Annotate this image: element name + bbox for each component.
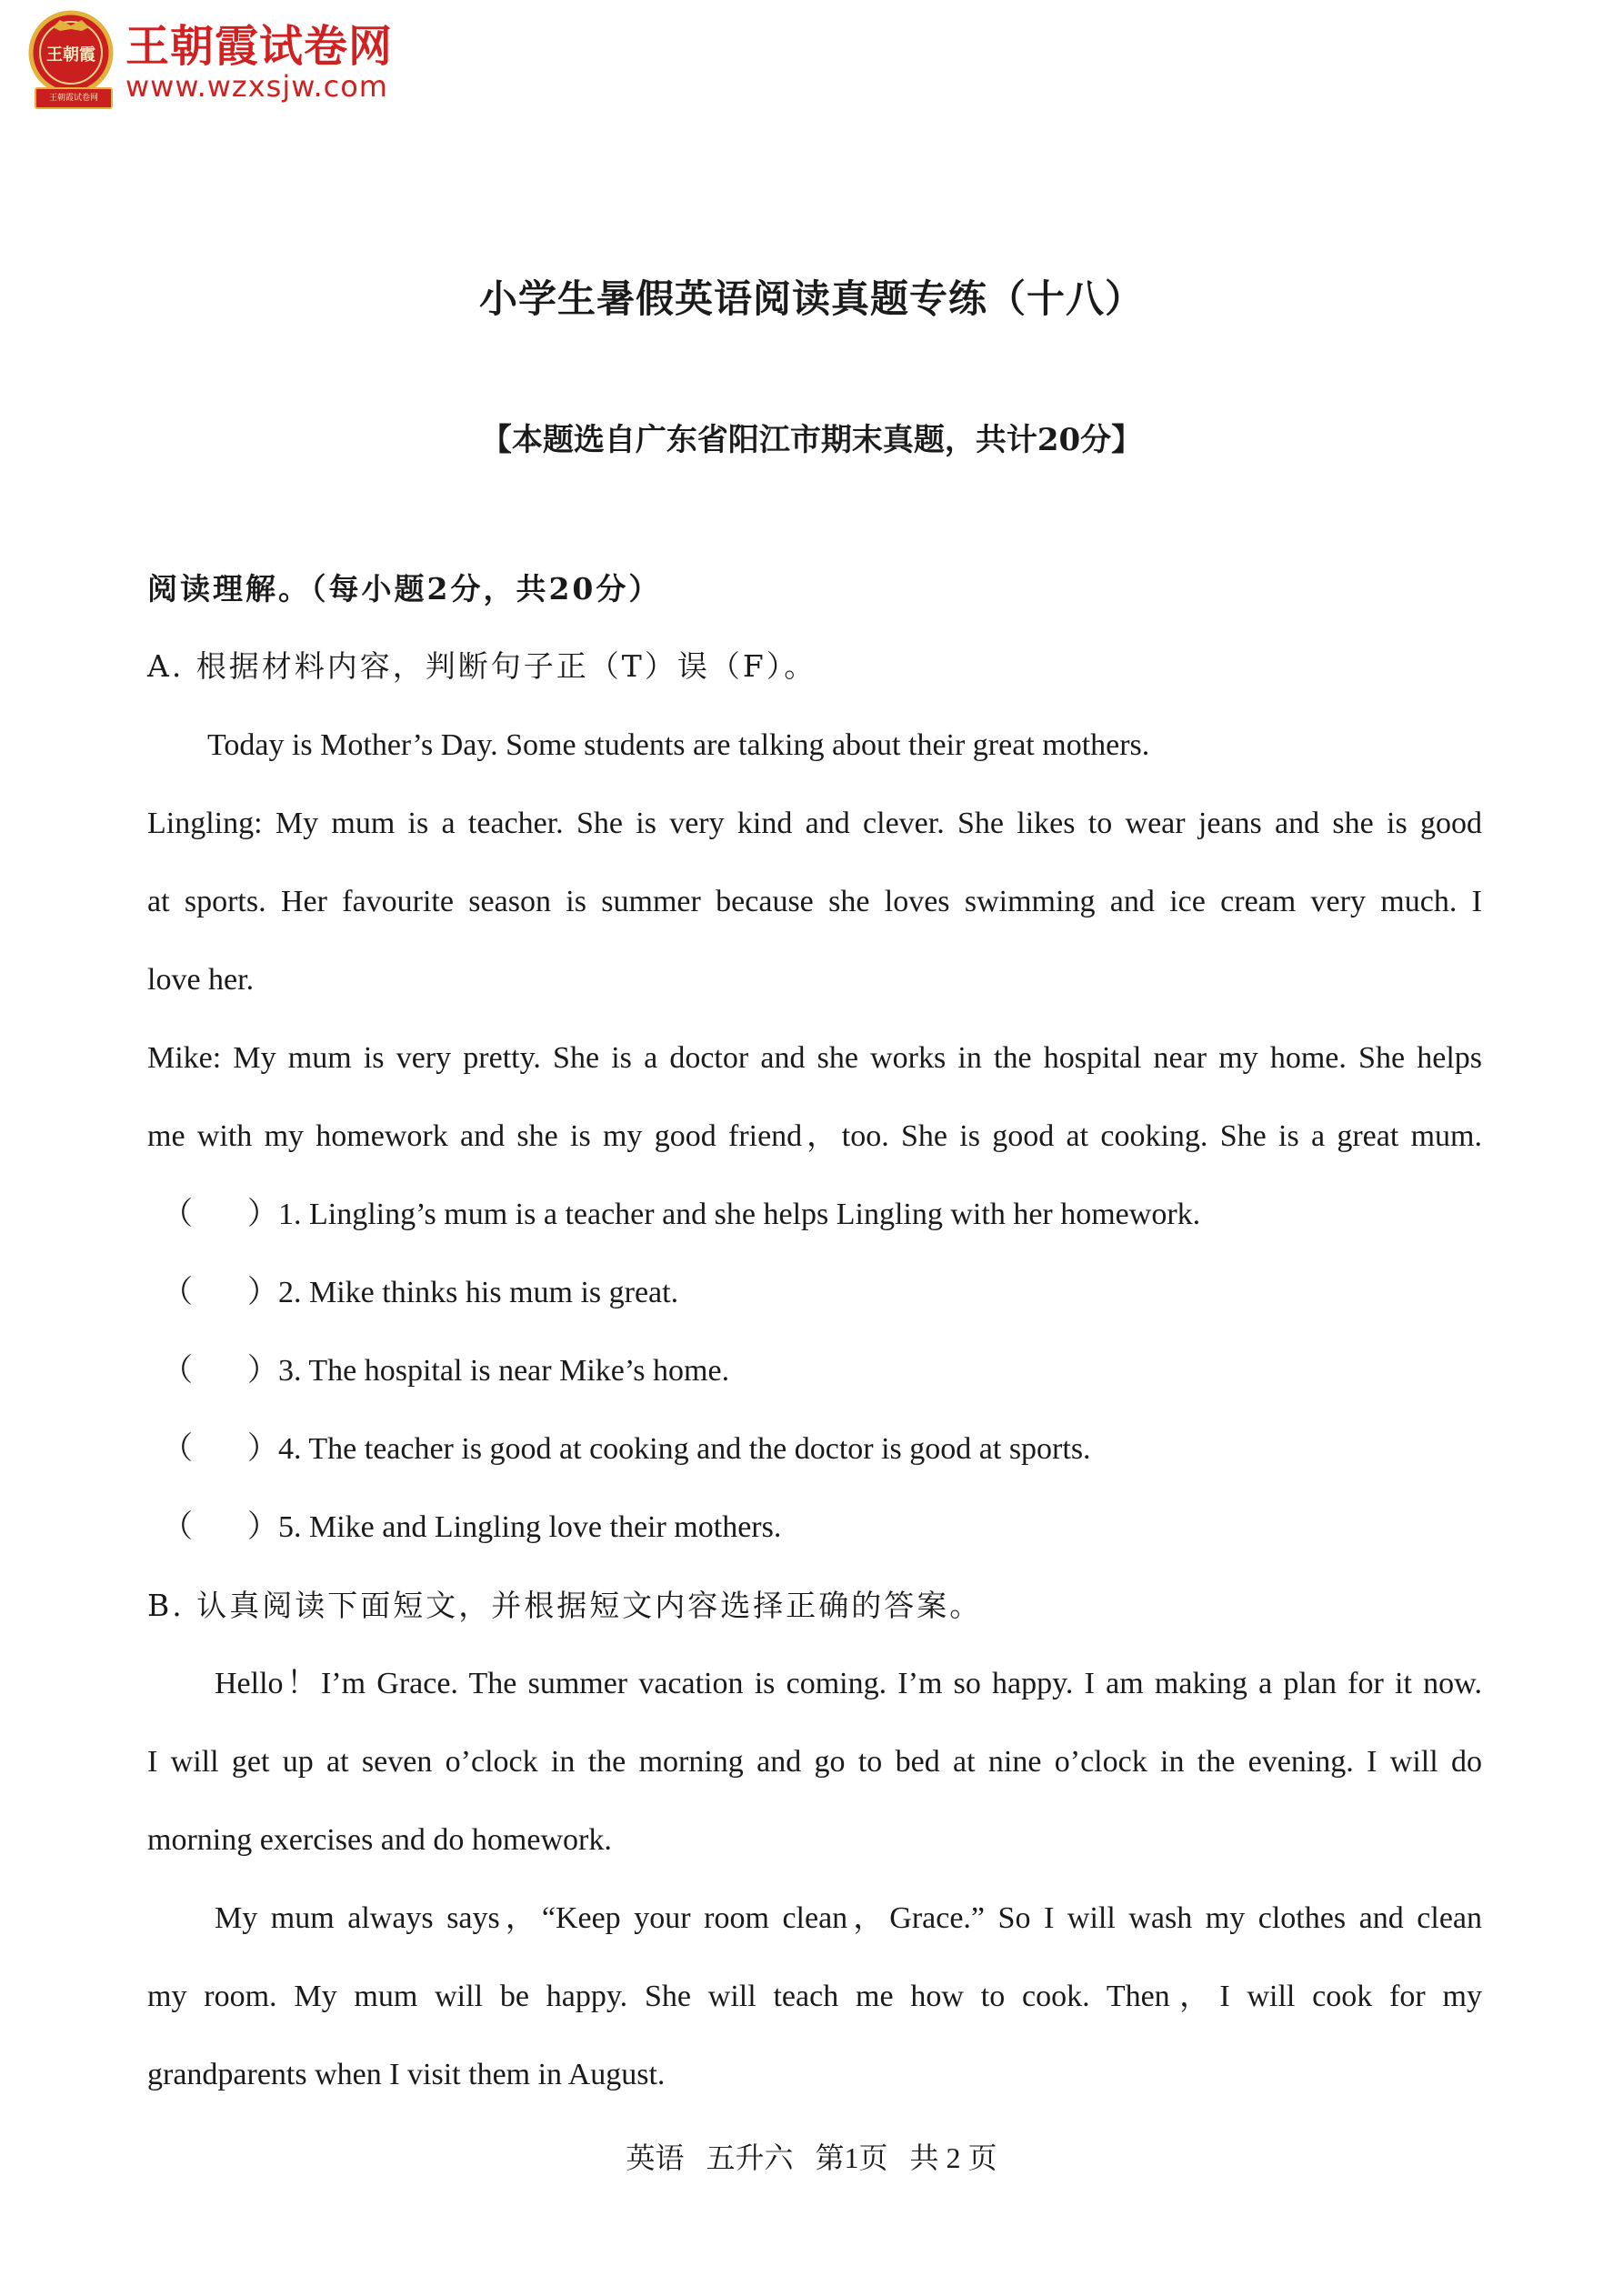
seal-text: 王朝霞: [46, 45, 95, 65]
passage-line: Hello！I’m Grace. The summer vacation is coming. I’m so happy. I am making a plan for it now.: [215, 1667, 1482, 1700]
answer-blank-5[interactable]: （: [162, 1510, 193, 1544]
passage-line: my room. My mum will be happy. She will teach me how to cook. Then，I will cook for my: [147, 1980, 1482, 2013]
question-1: ）1. Lingling’s mum is a teacher and she helps Lingling with her homework.: [247, 1198, 1201, 1231]
section-heading: 阅读理解。（每小题2分，共20分）: [147, 571, 662, 607]
answer-blank-2[interactable]: （: [162, 1276, 193, 1309]
part-a-instruction: A. 根据材料内容，判断句子正（T）误（F）。: [147, 648, 817, 684]
passage-line: Lingling: My mum is a teacher. She is very kind and clever. She likes to wear jeans and she is good: [147, 807, 1482, 840]
passage-line: grandparents when I visit them in August.: [147, 2058, 666, 2091]
website-link[interactable]: www.wzxsjw.com: [125, 69, 388, 104]
question-5: ）5. Mike and Lingling love their mothers.: [247, 1510, 782, 1544]
question-2: ）2. Mike thinks his mum is great.: [247, 1276, 679, 1309]
seal-ribbon: 王朝霞试卷网: [35, 87, 113, 109]
answer-blank-4[interactable]: （: [162, 1432, 193, 1466]
page-title: 小学生暑假英语阅读真题专练（十八）: [478, 276, 1144, 321]
seal-icon: [25, 9, 116, 100]
question-4: ）4. The teacher is good at cooking and the doctor is good at sports.: [247, 1432, 1091, 1466]
passage-line: I will get up at seven o’clock in the morning and go to bed at nine o’clock in the evening. I will do: [147, 1745, 1482, 1779]
answer-blank-3[interactable]: （: [162, 1354, 193, 1388]
passage-line: at sports. Her favourite season is summer because she loves swimming and ice cream very much. I: [147, 885, 1482, 918]
passage-line: love her.: [147, 963, 255, 997]
question-3: ）3. The hospital is near Mike’s home.: [247, 1354, 730, 1388]
passage-line: Mike: My mum is very pretty. She is a doctor and she works in the hospital near my home. She helps: [147, 1041, 1482, 1075]
passage-line: morning exercises and do homework.: [147, 1823, 612, 1857]
page-footer: 英语 五升六 第1页 共 2 页: [626, 2141, 997, 2174]
brand-name: 王朝霞试卷网: [125, 21, 394, 72]
part-a-intro: Today is Mother’s Day. Some students are talking about their great mothers.: [207, 728, 1150, 762]
passage-line: My mum always says，“Keep your room clean，Grace.” So I will wash my clothes and clean: [215, 1901, 1482, 1935]
passage-line: me with my homework and she is my good friend，too. She is good at cooking. She is a great mum.: [147, 1119, 1482, 1153]
part-b-instruction: B. 认真阅读下面短文，并根据短文内容选择正确的答案。: [147, 1588, 983, 1623]
brand-logo[interactable]: [25, 9, 444, 109]
page-subtitle: 【本题选自广东省阳江市期末真题，共计20分】: [480, 422, 1143, 458]
answer-blank-1[interactable]: （: [162, 1198, 193, 1231]
